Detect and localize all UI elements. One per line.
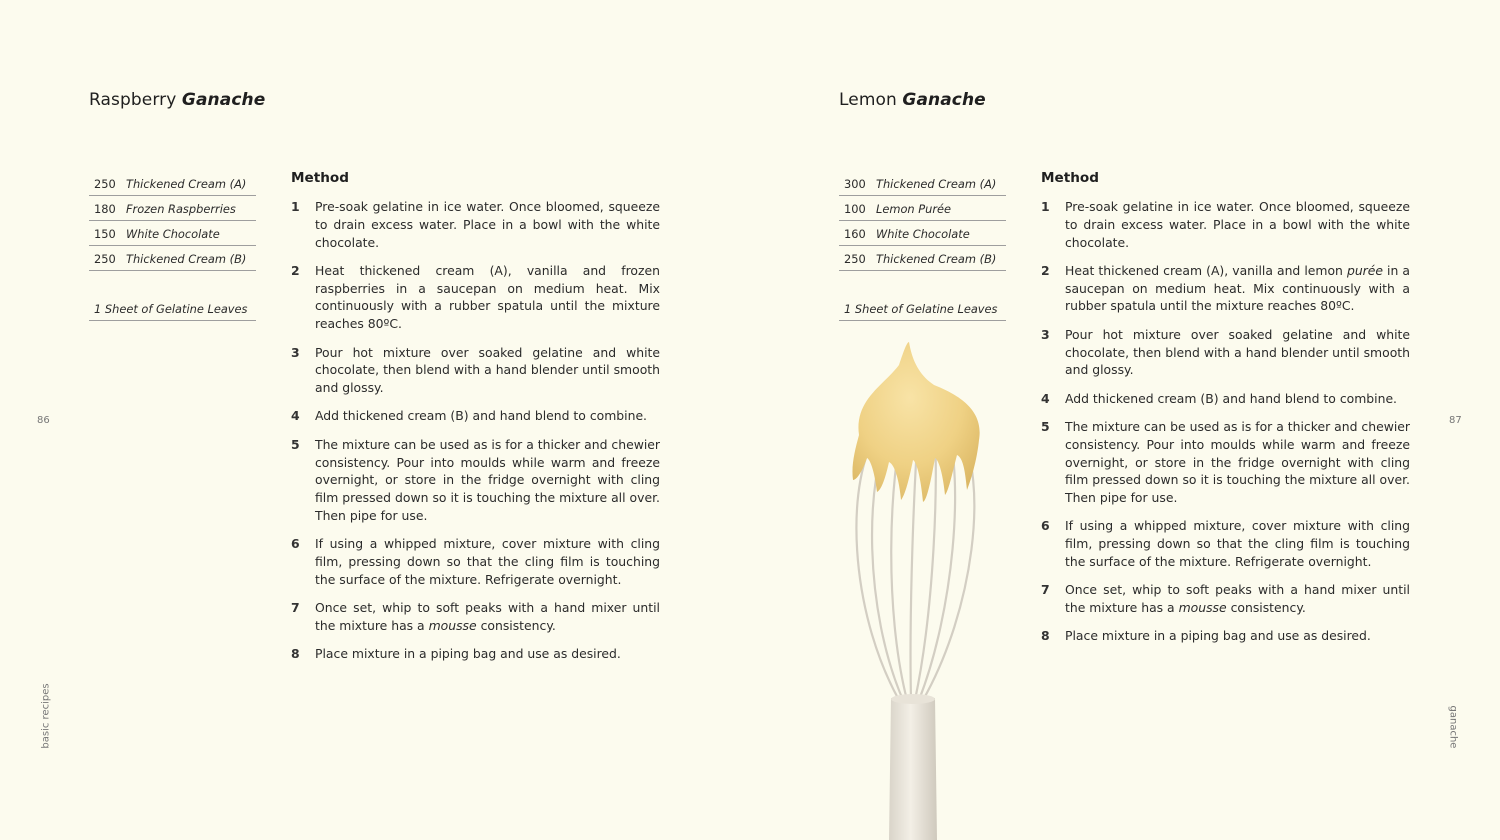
method-step: 6 If using a whipped mixture, cover mixture with cling film, pressing down so that the cling film is touching the surface of the mixture. Refrigerate overnight. <box>291 536 660 587</box>
recipe-title: Raspberry Ganache <box>89 90 266 110</box>
ingredient-row <box>89 197 256 221</box>
ingredient-extra: 1 Sheet of Gelatine Leaves <box>839 297 1006 321</box>
ingredient-name: Frozen Raspberries <box>126 201 236 216</box>
ingredient-row <box>89 247 256 271</box>
ingredient-qty: 160 <box>844 226 866 241</box>
method-step: 2 Heat thickened cream (A), vanilla and frozen raspberries in a saucepan on medium heat. Mix continuously with a rubber spatula until the mixture reaches 80ºC. <box>291 262 660 332</box>
method-section <box>291 170 660 674</box>
method-step: 3 Pour hot mixture over soaked gelatine and white chocolate, then blend with a hand blender until smooth and glossy. <box>1041 326 1410 378</box>
method-step: 8 Place mixture in a piping bag and use as desired. <box>291 646 621 662</box>
ingredient-qty: 250 <box>844 251 866 266</box>
method-steps <box>1041 198 1410 645</box>
method-section <box>1041 170 1410 656</box>
method-heading: Method <box>291 170 349 186</box>
ingredient-list <box>89 172 256 321</box>
ingredient-name: Thickened Cream (A) <box>876 176 997 191</box>
page-number: 87 <box>1449 415 1462 426</box>
page-number: 86 <box>37 415 50 426</box>
method-heading: Method <box>1041 170 1099 186</box>
ingredient-name: White Chocolate <box>876 226 970 241</box>
ingredient-name: Thickened Cream (B) <box>126 251 247 266</box>
recipe-title: Lemon Ganache <box>839 90 986 110</box>
method-step: 4 Add thickened cream (B) and hand blend to combine. <box>291 408 647 424</box>
method-step: 1 Pre-soak gelatine in ice water. Once bloomed, squeeze to drain excess water. Place in a bowl with the white chocolate. <box>1041 199 1410 250</box>
ingredient-extra: 1 Sheet of Gelatine Leaves <box>89 297 256 321</box>
right-page <box>750 0 1500 840</box>
ingredient-name: Thickened Cream (A) <box>126 176 247 191</box>
running-head: basic recipes <box>40 683 52 749</box>
ingredient-row <box>839 197 1006 221</box>
ingredient-name: Thickened Cream (B) <box>876 251 997 266</box>
ingredient-row <box>839 247 1006 271</box>
method-step: 3 Pour hot mixture over soaked gelatine and white chocolate, then blend with a hand blender until smooth and glossy. <box>291 344 660 396</box>
ingredient-qty: 150 <box>94 226 116 241</box>
running-head: ganache <box>1447 705 1459 749</box>
method-steps <box>291 198 660 663</box>
method-step: 5 The mixture can be used as is for a thicker and chewier consistency. Pour into moulds while warm and freeze overnight, or store in the fridge overnight with cling film pressed down so it is touching the mixture all over. Then pipe for use. <box>291 436 660 523</box>
ingredient-qty: 300 <box>844 176 866 191</box>
ingredient-name: White Chocolate <box>126 226 220 241</box>
ingredient-row <box>839 222 1006 246</box>
ingredient-name: Lemon Purée <box>876 201 952 216</box>
ingredient-qty: 100 <box>844 201 866 216</box>
ingredient-row <box>89 172 256 196</box>
method-step: 7 Once set, whip to soft peaks with a hand mixer until the mixture has a mousse consistency. <box>1041 582 1410 616</box>
ingredient-row <box>89 222 256 246</box>
ingredient-list <box>839 172 1006 321</box>
method-step: 7 Once set, whip to soft peaks with a hand mixer until the mixture has a mousse consistency. <box>291 600 660 633</box>
method-step: 1 Pre-soak gelatine in ice water. Once bloomed, squeeze to drain excess water. Place in a bowl with the white chocolate. <box>291 199 660 250</box>
ingredient-qty: 250 <box>94 251 116 266</box>
method-step: 8 Place mixture in a piping bag and use as desired. <box>1041 628 1371 644</box>
method-step: 2 Heat thickened cream (A), vanilla and lemon purée in a saucepan on medium heat. Mix continuously with a rubber spatula until the mixture reaches 80ºC. <box>1041 262 1410 314</box>
method-step: 6 If using a whipped mixture, cover mixture with cling film, pressing down so that the cling film is touching the surface of the mixture. Refrigerate overnight. <box>1041 518 1410 570</box>
method-step: 5 The mixture can be used as is for a thicker and chewier consistency. Pour into moulds while warm and freeze overnight, or store in the fridge overnight with cling film pressed down so it is touching the mixture all over. Then pipe for use. <box>1041 418 1410 506</box>
method-step: 4 Add thickened cream (B) and hand blend to combine. <box>1041 390 1397 406</box>
ingredient-qty: 250 <box>94 176 116 191</box>
ingredient-row <box>839 172 1006 196</box>
whisk-illustration <box>839 330 999 840</box>
ingredient-qty: 180 <box>94 201 116 216</box>
